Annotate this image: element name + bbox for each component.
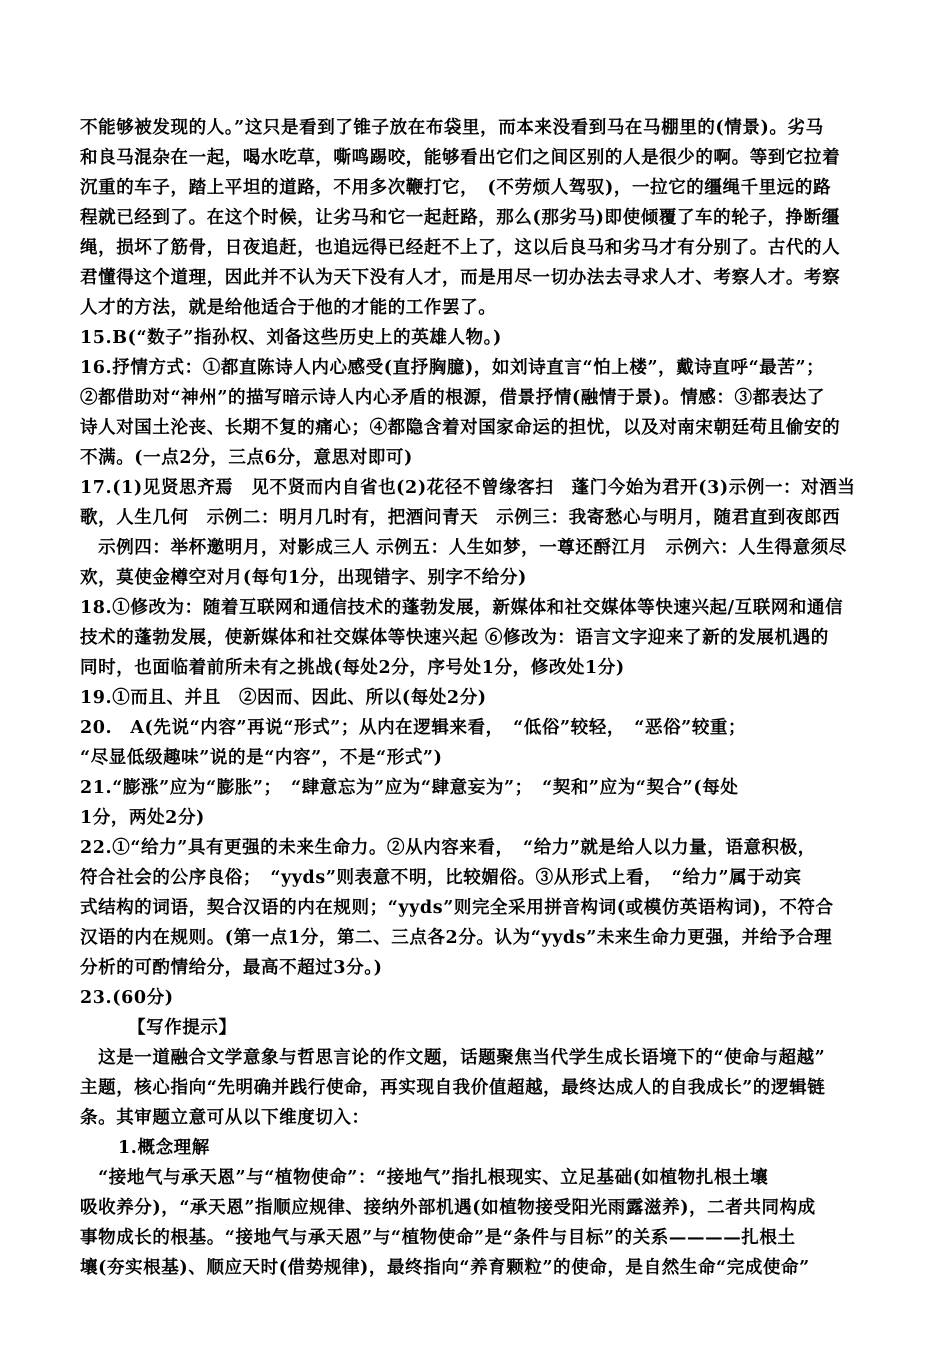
text-line: 汉语的内在规则。(第一点1分，第二、三点各2分。认为“yyds”未来生命力更强，并给予合理 [80,928,833,948]
text-line: 条。其审题立意可从以下维度切入： [80,1108,370,1128]
text-line: 沉重的车子，踏上平坦的道路，不用多次鞭打它， (不劳烦人驾驭)，一拉它的缰绳千里远的路 [80,178,832,198]
text-line: 歌，人生几何 示例二：明月几时有，把酒问青天 示例三：我寄愁心与明月，随君直到夜郎西 [80,508,841,528]
text-line: “尽显低级趣味”说的是“内容”，不是“形式”) [80,748,443,768]
text-line: 吸收养分)，“承天恩”指顺应规律、接纳外部机遇(如植物接受阳光雨露滋养)，二者共同构成 [80,1198,816,1218]
answer-15: 15.B(“数子”指孙权、刘备这些历史上的英雄人物。) [80,328,502,348]
text-line: 示例四：举杯邀明月，对影成三人 示例五：人生如梦，一尊还酹江月 示例六：人生得意须尽 [80,538,847,558]
answer-17: 17.(1)见贤思齐焉 见不贤而内自省也(2)花径不曾缘客扫 蓬门今始为君开(3)示例一：对酒当 [80,478,856,498]
text-line: 不能够被发现的人。”这只是看到了锥子放在布袋里，而本来没看到马在马棚里的(情景)。劣马 [80,118,824,138]
text-line: 事物成长的根基。“接地气与承天恩”与“植物使命”是“条件与目标”的关系————扎根土 [80,1228,796,1248]
text-line: “接地气与承天恩”与“植物使命”：“接地气”指扎根现实、立足基础(如植物扎根土壤 [80,1168,769,1188]
text-line: 君懂得这个道理，因此并不认为天下没有人才，而是用尽一切办法去寻求人才、考察人才。考察 [80,268,841,288]
text-line: 欢，莫使金樽空对月(每句1分，出现错字、别字不给分) [80,568,527,588]
text-line: 符合社会的公序良俗； “yyds”则表意不明，比较媚俗。③从形式上看， “给力”属于动宾 [80,868,802,888]
text-line: 主题，核心指向“先明确并践行使命，再实现自我价值超越，最终达成人的自我成长”的逻辑链 [80,1078,826,1098]
answer-20: 20. A(先说“内容”再说“形式”；从内在逻辑来看， “低俗”较轻， “恶俗”较重； [80,718,747,738]
section-heading: 【写作提示】 [128,1018,237,1038]
answer-18: 18.①修改为：随着互联网和通信技术的蓬勃发展，新媒体和社交媒体等快速兴起/互联网和通信 [80,598,844,618]
text-line: ②都借助对“神州”的描写暗示诗人内心矛盾的根源，借景抒情(融情于景)。情感：③都表达了 [80,388,825,408]
text-line: 技术的蓬勃发展，使新媒体和社交媒体等快速兴起 ⑥修改为：语言文字迎来了新的发展机遇的 [80,628,829,648]
answer-23: 23.(60分) [80,988,174,1008]
text-line: 同时，也面临着前所未有之挑战(每处2分，序号处1分，修改处1分) [80,658,625,678]
text-line: 绳，损坏了筋骨，日夜追赶，也追远得已经赶不上了，这以后良马和劣马才有分别了。古代的人 [80,238,841,258]
text-line: 人才的方法，就是给他适合于他的才能的工作罢了。 [80,298,497,318]
text-line: 和良马混杂在一起，喝水吃草，嘶鸣踢咬，能够看出它们之间区别的人是很少的啊。等到它拉着 [80,148,841,168]
answer-21: 21.“膨涨”应为“膨胀”； “肆意忘为”应为“肆意妄为”； “契和”应为“契合”(每处 [80,778,739,798]
subsection-heading: 1.概念理解 [118,1138,210,1158]
text-line: 1分，两处2分) [80,808,205,828]
text-line: 壤(夯实根基)、顺应天时(借势规律)，最终指向“养育颗粒”的使命，是自然生命“完成使命” [80,1258,810,1278]
answer-16: 16.抒情方式：①都直陈诗人内心感受(直抒胸臆)，如刘诗直言“怕上楼”，戴诗直呼“最苦”； [80,358,825,378]
text-line: 不满。(一点2分，三点6分，意思对即可) [80,448,413,468]
answer-22: 22.①“给力”具有更强的未来生命力。②从内容来看， “给力”就是给人以力量，语意积极， [80,838,816,858]
text-line: 分析的可酌情给分，最高不超过3分。) [80,958,383,978]
text-line: 式结构的词语，契合汉语的内在规则；“yyds”则完全采用拼音构词(或模仿英语构词)，不符合 [80,898,834,918]
text-line: 这是一道融合文学意象与哲思言论的作文题，话题聚焦当代学生成长语境下的“使命与超越” [80,1048,826,1068]
text-line: 程就已经到了。在这个时候，让劣马和它一起赶路，那么(那劣马)即使倾覆了车的轮子，挣断缰 [80,208,840,228]
answer-19: 19.①而且、并且 ②因而、因此、所以(每处2分) [80,688,487,708]
text-line: 诗人对国土沦丧、长期不复的痛心；④都隐含着对国家命运的担忧，以及对南宋朝廷苟且偷安的 [80,418,841,438]
